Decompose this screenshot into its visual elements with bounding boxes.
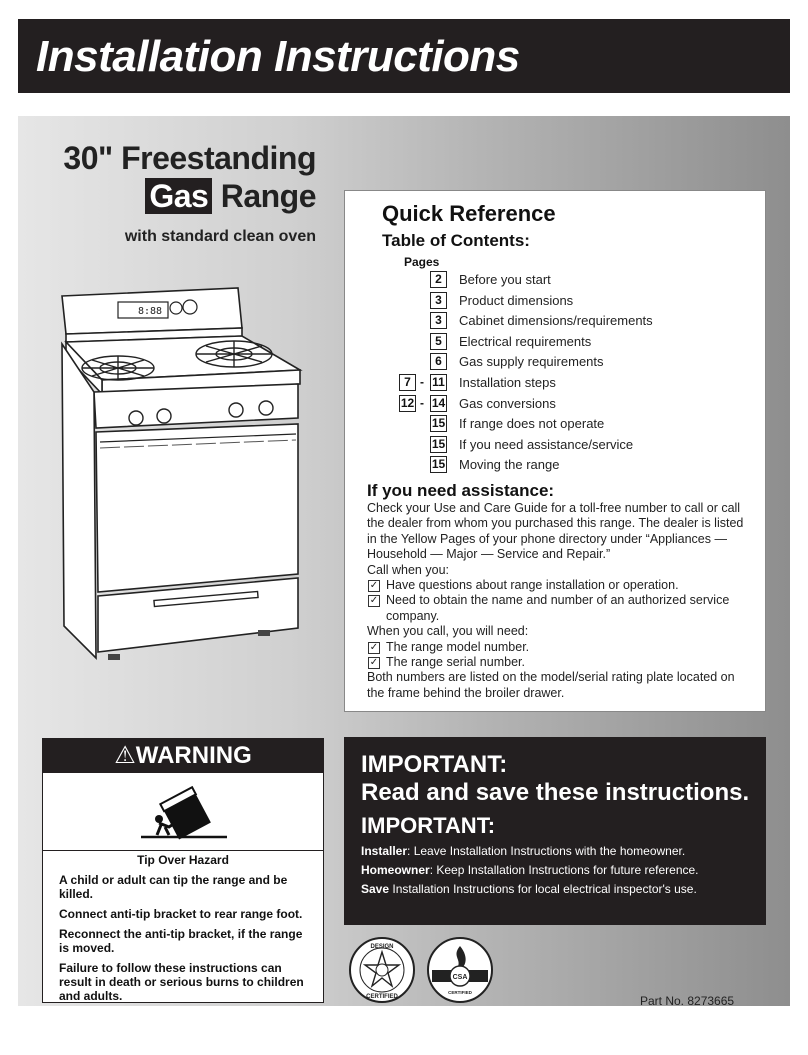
toc-row[interactable]: [345, 312, 767, 332]
toc-label: Cabinet dimensions/requirements: [459, 313, 653, 329]
installer-label: Installer: [361, 844, 408, 858]
header-banner: [18, 19, 790, 93]
toc-page-end: 11: [430, 374, 447, 391]
assistance-heading: If you need assistance:: [367, 481, 555, 500]
read-save-heading: Read and save these instructions.: [361, 779, 750, 806]
toc-title: Table of Contents:: [382, 231, 530, 250]
toc-row[interactable]: [345, 292, 767, 312]
warning-item: A child or adult can tip the range and be killed.: [59, 873, 288, 901]
toc-row[interactable]: [345, 333, 767, 353]
toc-label: Gas conversions: [459, 395, 556, 411]
important-box: [344, 737, 766, 925]
assistance-intro: Check your Use and Care Guide for a toll-free number to call or call the dealer from whom you purchased this range. The dealer is listed in the Yellow Pages of your phone directory under “Appliances — Household — Major — Service and Repair.”: [367, 501, 744, 562]
warning-items: [59, 873, 309, 1009]
toc-row[interactable]: [345, 271, 767, 291]
design-certified-seal-icon: [348, 936, 416, 1004]
toc-page: 3: [430, 312, 447, 329]
warning-item: Connect anti-tip bracket to rear range foot.: [59, 907, 303, 921]
toc-label: Gas supply requirements: [459, 354, 604, 370]
product-subtitle: with standard clean oven: [124, 228, 316, 245]
warning-box: [42, 738, 324, 1003]
csa-flame-seal-icon: [426, 936, 494, 1004]
quick-reference-title: Quick Reference: [382, 201, 556, 226]
toc-row[interactable]: [345, 374, 767, 394]
toc-page: 5: [430, 333, 447, 350]
product-title-line2: [30, 178, 316, 215]
toc-label: Product dimensions: [459, 292, 574, 308]
call-when-label: Call when you:: [367, 562, 449, 577]
assistance-closing: Both numbers are listed on the model/serial rating plate located on the frame behind the broiler drawer.: [367, 670, 735, 700]
warning-triangle-icon: ⚠: [114, 742, 136, 769]
toc-page: 15: [431, 416, 446, 431]
checklist-text: Need to obtain the name and number of an authorized service company.: [386, 593, 730, 623]
toc-label: Moving the range: [459, 457, 560, 473]
homeowner-label: Homeowner: [361, 863, 430, 877]
seal-design-text: DESIGN: [370, 944, 394, 950]
warning-header: [43, 739, 323, 773]
checklist-text: The range model number.: [386, 639, 530, 654]
assistance-body: [367, 501, 747, 701]
seal-certified-text: CERTIFIED: [366, 994, 398, 1000]
toc-row[interactable]: [345, 353, 767, 373]
range-illustration: [58, 280, 308, 670]
seal-certified2-text: CERTIFIED: [448, 990, 472, 995]
toc-dash: -: [420, 375, 424, 389]
quick-reference-box: [344, 190, 766, 712]
installer-text: : Leave Installation Instructions with the homeowner.: [407, 844, 686, 858]
seal-csa-text: CSA: [452, 974, 468, 981]
warning-item: Reconnect the anti-tip bracket, if the range is moved.: [59, 927, 303, 955]
gas-highlight: Gas: [145, 178, 212, 214]
toc-label: Installation steps: [459, 375, 556, 390]
warning-divider: [43, 850, 323, 851]
toc-row[interactable]: [345, 456, 767, 476]
checklist-item: [367, 578, 747, 593]
checklist-item: [367, 640, 747, 655]
hazard-title: Tip Over Hazard: [137, 853, 229, 867]
toc-label: Before you start: [459, 272, 551, 287]
important-subheading: IMPORTANT:: [361, 813, 496, 838]
homeowner-note: [361, 863, 699, 877]
toc-page: 2: [430, 271, 447, 288]
checklist-item: [367, 593, 747, 624]
toc-page-start: 7: [399, 374, 416, 391]
page-title: Installation Instructions: [36, 32, 520, 81]
pages-label: Pages: [404, 255, 440, 269]
svg-text:8:88: 8:88: [138, 306, 163, 317]
range-word: Range: [212, 178, 316, 214]
part-number: Part No. 8273665: [640, 994, 735, 1008]
save-note: [361, 882, 697, 896]
toc-dash: -: [420, 395, 424, 410]
save-label: Save: [361, 882, 390, 896]
installer-note: [361, 844, 685, 858]
toc-page-end: 14: [431, 395, 446, 410]
toc-page: 15: [431, 436, 446, 451]
toc-page: 15: [431, 457, 446, 472]
toc-label: Electrical requirements: [459, 333, 592, 349]
toc-row[interactable]: [345, 415, 767, 435]
checklist-item: [367, 655, 747, 670]
tip-over-hazard-icon: [139, 779, 229, 845]
checkbox-icon: ✓: [369, 641, 379, 653]
checkbox-icon: ✓: [369, 657, 379, 669]
toc-page-start: 12: [400, 395, 415, 410]
when-call-label: When you call, you will need:: [367, 624, 529, 639]
toc-page: 6: [430, 353, 447, 370]
toc-label: If you need assistance/service: [459, 436, 634, 452]
toc-row[interactable]: [345, 395, 767, 415]
toc-row[interactable]: [345, 436, 767, 456]
checklist-text: Have questions about range installation or operation.: [386, 578, 679, 593]
product-title-line1: 30" Freestanding: [63, 140, 316, 176]
toc-label: If range does not operate: [459, 416, 605, 432]
checkbox-icon: ✓: [369, 580, 379, 592]
checkbox-icon: ✓: [369, 595, 379, 607]
checklist-text: The range serial number.: [386, 655, 525, 670]
toc-page: 3: [430, 292, 447, 309]
warning-item: Failure to follow these instructions can result in death or serious burns to children and adults.: [59, 961, 304, 1003]
important-heading: IMPORTANT:: [361, 751, 508, 778]
warning-heading: WARNING: [135, 742, 252, 769]
save-text: Installation Instructions for local electrical inspector's use.: [389, 882, 697, 896]
homeowner-text: : Keep Installation Instructions for future reference.: [429, 863, 699, 877]
